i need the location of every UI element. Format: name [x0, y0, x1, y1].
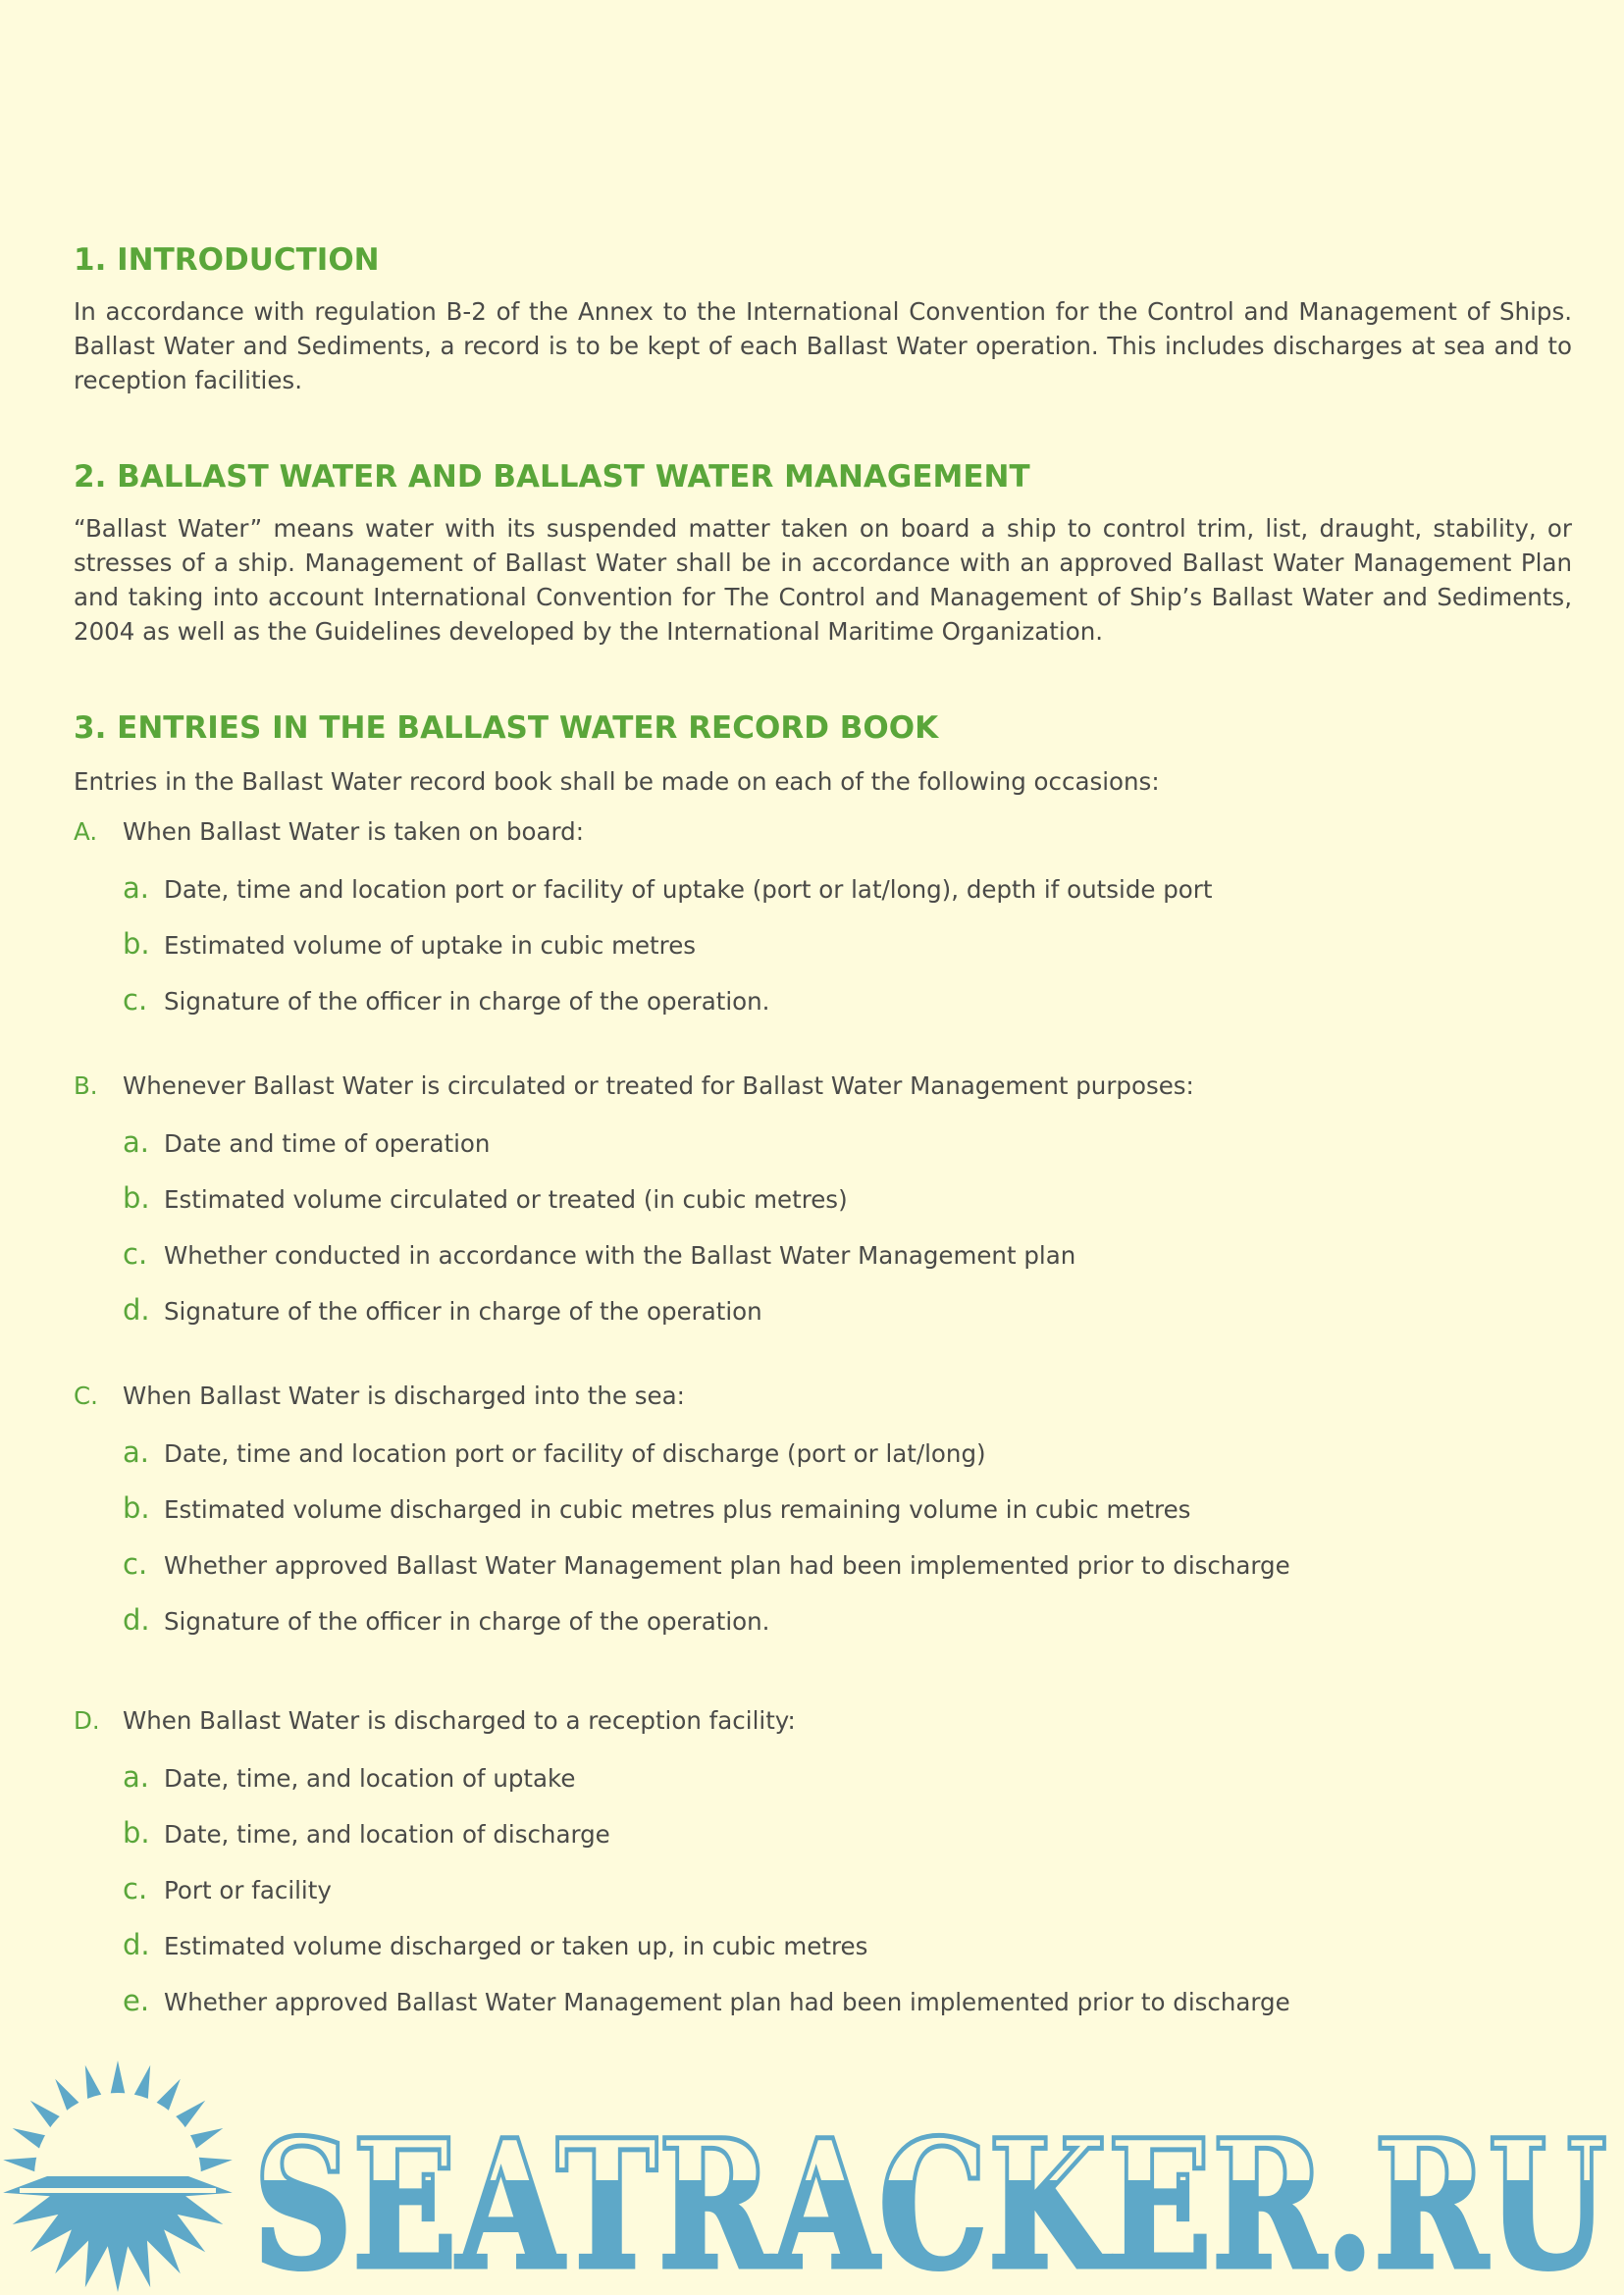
entry-C — [74, 1381, 685, 1412]
item-marker: e. — [123, 1984, 150, 2017]
entry-marker: B. — [74, 1071, 98, 1100]
entry-A — [74, 816, 584, 848]
item-marker: d. — [123, 1293, 150, 1327]
list-item — [123, 1817, 610, 1851]
entry-marker: A. — [74, 817, 98, 846]
item-marker: b. — [123, 1491, 150, 1525]
item-marker: a. — [123, 1435, 149, 1469]
item-marker: c. — [123, 983, 148, 1017]
list-item — [123, 1985, 1290, 2018]
watermark-footer — [0, 2051, 1624, 2295]
list-item — [123, 1929, 867, 1962]
entry-text: When Ballast Water is discharged to a reception facility: — [123, 1706, 796, 1735]
item-text: Signature of the officer in charge of the operation. — [164, 987, 770, 1016]
item-marker: b. — [123, 1181, 150, 1215]
sun-logo-icon — [3, 2060, 233, 2292]
item-text: Date and time of operation — [164, 1129, 491, 1158]
entry-text: When Ballast Water is discharged into the sea: — [123, 1382, 685, 1410]
list-item — [123, 1436, 986, 1470]
item-marker: b. — [123, 927, 150, 961]
item-text: Estimated volume discharged in cubic metres plus remaining volume in cubic metres — [164, 1495, 1191, 1524]
item-text: Estimated volume of uptake in cubic metres — [164, 931, 697, 960]
list-item — [123, 1548, 1290, 1582]
entry-marker: D. — [74, 1706, 100, 1735]
item-text: Date, time, and location of discharge — [164, 1820, 610, 1849]
item-marker: d. — [123, 1603, 150, 1637]
section-heading-ballast-water: 2. BALLAST WATER AND BALLAST WATER MANAGEMENT — [74, 459, 1030, 495]
watermark-text: SEATRACKER.RU — [253, 2102, 1607, 2295]
item-text: Estimated volume discharged or taken up, in cubic metres — [164, 1932, 868, 1960]
item-marker: a. — [123, 871, 149, 905]
item-marker: c. — [123, 1237, 148, 1271]
item-marker: d. — [123, 1928, 150, 1961]
item-text: Date, time and location port or facility of discharge (port or lat/long) — [164, 1439, 986, 1468]
list-item — [123, 1126, 490, 1160]
section-heading-entries: 3. ENTRIES IN THE BALLAST WATER RECORD BOOK — [74, 710, 939, 746]
entry-text: Whenever Ballast Water is circulated or treated for Ballast Water Management purposes: — [123, 1071, 1194, 1100]
entry-text: When Ballast Water is taken on board: — [123, 817, 584, 846]
entry-B — [74, 1070, 1194, 1102]
item-marker: b. — [123, 1816, 150, 1850]
item-text: Estimated volume circulated or treated (in cubic metres) — [164, 1185, 848, 1214]
item-marker: a. — [123, 1760, 149, 1794]
entry-D — [74, 1705, 796, 1737]
item-text: Date, time and location port or facility of uptake (port or lat/long), depth if outside port — [164, 875, 1213, 904]
entry-marker: C. — [74, 1382, 98, 1410]
item-text: Date, time, and location of uptake — [164, 1764, 576, 1793]
item-text: Port or facility — [164, 1876, 332, 1904]
item-marker: c. — [123, 1547, 148, 1581]
list-item — [123, 1604, 769, 1638]
section-body-introduction: In accordance with regulation B-2 of the Annex to the International Convention for the Control and Management of Ships. Ballast Water and Sediments, a record is to be kept of each Ballast Water operation. This includes discharges at sea and to reception facilities. — [74, 297, 1572, 394]
list-item — [123, 1294, 762, 1328]
section-body-entries: Entries in the Ballast Water record book shall be made on each of the following occasions: — [74, 767, 1160, 796]
item-text: Signature of the officer in charge of the operation. — [164, 1607, 770, 1636]
item-text: Whether approved Ballast Water Management plan had been implemented prior to discharge — [164, 1551, 1290, 1580]
item-text: Whether approved Ballast Water Management plan had been implemented prior to discharge — [164, 1988, 1290, 2016]
item-text: Signature of the officer in charge of the operation — [164, 1297, 762, 1326]
list-item — [123, 928, 696, 962]
list-item — [123, 1761, 575, 1795]
list-item — [123, 1873, 332, 1906]
item-marker: a. — [123, 1125, 149, 1159]
list-item — [123, 1182, 848, 1216]
item-marker: c. — [123, 1872, 148, 1905]
list-item — [123, 1238, 1075, 1272]
list-item — [123, 1492, 1190, 1526]
section-body-ballast-water: “Ballast Water” means water with its suspended matter taken on board a ship to control trim, list, draught, stability, or stresses of a ship. Management of Ballast Water shall be in accordance with an approved Ballast Water Management Plan and taking into account International Convention for The Control and Management of Ship’s Ballast Water and Sediments, 2004 as well as the Guidelines developed by the International Maritime Organization. — [74, 514, 1572, 646]
section-heading-introduction: 1. INTRODUCTION — [74, 242, 380, 278]
item-text: Whether conducted in accordance with the Ballast Water Management plan — [164, 1241, 1076, 1270]
list-item — [123, 984, 769, 1017]
list-item — [123, 872, 1212, 906]
